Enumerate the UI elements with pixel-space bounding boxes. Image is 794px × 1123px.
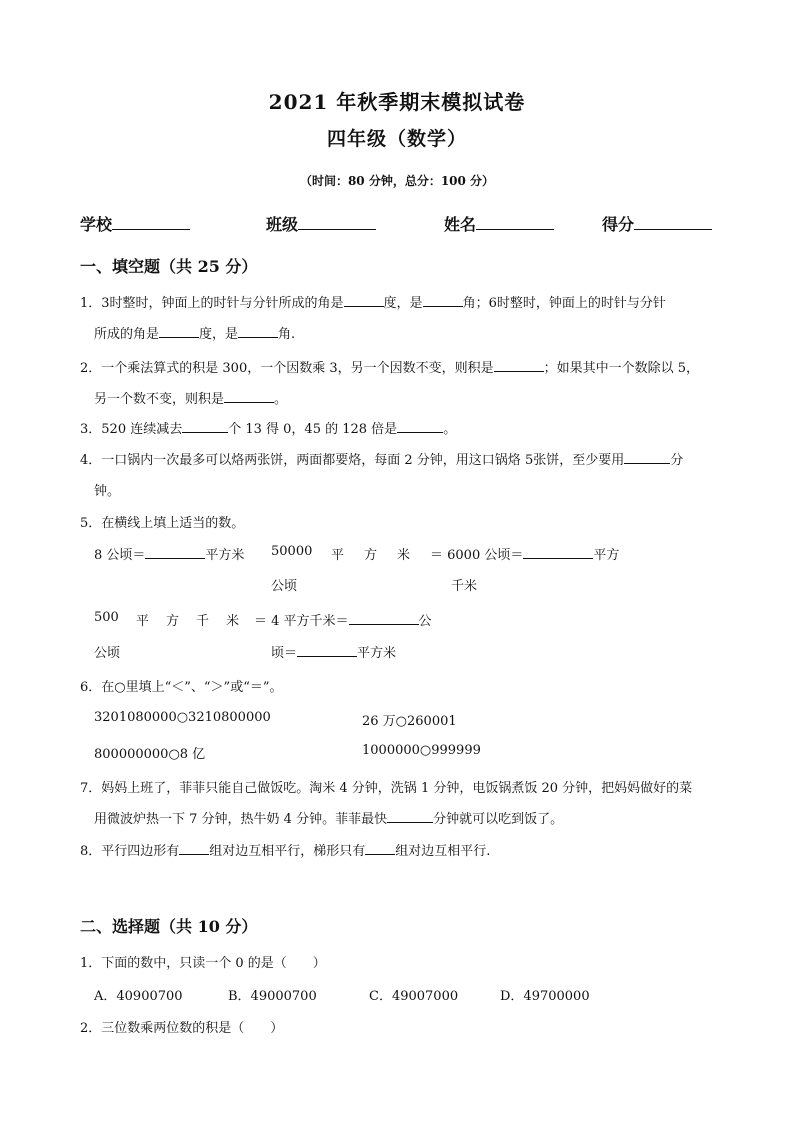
q5-r1g: ＝ 6000 公顷＝ [430,548,524,563]
q3-text-b: 个 13 得 0，45 的 128 倍是 [228,422,398,437]
question-1-line-2 [94,323,295,342]
q2-text-c: 另一个数不变，则积是 [94,392,225,407]
q5-r2a: 公顷 [271,579,298,594]
q1-text-f: 角. [278,327,296,342]
class-blank[interactable] [298,215,376,230]
q5-r3c: 方 [166,614,180,629]
question-5-title: 5．在横线上填上适当的数。 [80,516,245,531]
q5-r3e: 米 [226,614,240,629]
q5-blank-4[interactable] [297,644,357,657]
q5-r1c: 50000 [271,544,313,559]
section-choice-title: 二、选择题（共 10 分） [80,917,258,936]
q5-r1d: 平 [331,548,345,563]
score-field [602,212,712,235]
q1-blank-2[interactable] [423,294,463,307]
class-label: 班级 [266,215,299,234]
question-4-line-2: 钟。 [94,484,121,499]
q5-r4c: 平方米 [357,646,397,661]
q2-blank-1[interactable] [494,359,544,372]
question-6-title: 6．在○里填上“＜”、“＞”或“＝”。 [80,680,283,695]
q2-blank-2[interactable] [224,390,274,403]
score-blank[interactable] [634,215,712,230]
q8-text-a: 8．平行四边形有 [80,844,180,859]
q8-blank-1[interactable] [179,842,209,855]
q4-text-a: 4．一口锅内一次最多可以烙两张饼，两面都要烙，每面 2 分钟，用这口锅烙 5张饼，至少要用 [80,453,625,468]
q7-text-b: 用微波炉热一下 7 分钟，热牛奶 4 分钟。菲菲最快 [94,812,388,827]
q5-r1f: 米 [397,548,411,563]
q1-text-d: 所成的角是 [94,327,160,342]
question-1-line-1 [80,292,666,311]
q1-text-b: 度，是 [383,296,423,311]
q6-compare-c: 800000000○8 亿 [94,747,206,762]
q3-blank-1[interactable] [182,420,228,433]
q5-r2b: 千米 [451,579,478,594]
question-4-line-1 [80,449,683,468]
school-field [80,212,190,235]
q2-text-b: ；如果其中一个数除以 5， [543,361,700,376]
score-label: 得分 [602,215,635,234]
name-label: 姓名 [444,215,477,234]
s2-q1-option-c[interactable]: C．49007000 [369,989,459,1004]
exam-title: 2021 年秋季期末模拟试卷 [268,90,526,114]
q3-text-c: 。 [443,422,457,437]
q4-text-b: 分 [670,453,684,468]
q6-compare-a: 3201080000○3210800000 [94,710,271,725]
class-field [266,212,376,235]
school-label: 学校 [80,215,113,234]
exam-time-note: （时间：80 分钟，总分：100 分） [299,174,495,188]
q5-r1-part-1 [94,544,244,563]
question-7-line-1: 7．妈妈上班了，菲菲只能自己做饭吃。淘米 4 分钟，洗锅 1 分钟，电饭锅煮饭 20 分钟，把妈妈做好的菜 [80,781,693,796]
q8-text-c: 组对边互相平行. [395,844,491,859]
q5-r3-part [254,610,432,629]
q5-blank-2[interactable] [523,546,593,559]
q1-text-e: 度，是 [199,327,239,342]
q5-blank-3[interactable] [349,612,419,625]
q8-blank-2[interactable] [365,842,395,855]
s2-q1-option-a[interactable]: A．40900700 [94,989,183,1004]
q6-compare-b: 26 万○260001 [362,714,457,729]
q4-blank-1[interactable] [624,451,670,464]
s2-question-1: 1．下面的数中，只读一个 0 的是（ ） [80,956,326,971]
question-8 [80,840,490,859]
q5-r1-part-2 [430,544,619,563]
name-field [444,212,554,235]
q7-text-c: 分钟就可以吃到饭了。 [433,812,564,827]
q8-text-b: 组对边互相平行，梯形只有 [209,844,366,859]
q5-r4-part [271,642,396,661]
q5-r1b: 平方米 [205,548,245,563]
q2-text-d: 。 [274,392,288,407]
school-blank[interactable] [112,215,190,230]
q7-blank-1[interactable] [387,810,433,823]
q5-r1a: 8 公顷＝ [94,548,146,563]
q5-r3f: ＝ 4 平方千米＝ [254,614,349,629]
q5-r3g: 公 [418,614,432,629]
question-2-line-1 [80,357,699,376]
section-fill-blank-title: 一、填空题（共 25 分） [80,257,258,276]
s2-question-2: 2．三位数乘两位数的积是（ ） [80,1021,284,1036]
q5-r4b: 顷＝ [271,646,298,661]
q3-blank-2[interactable] [397,420,443,433]
q1-text-c: 角；6时整时，钟面上的时针与分针 [462,296,666,311]
exam-subtitle: 四年级（数学） [326,128,467,150]
q5-r1h: 平方 [593,548,620,563]
q5-r1e: 方 [364,548,378,563]
q2-text-a: 2．一个乘法算式的积是 300，一个因数乘 3，另一个因数不变，则积是 [80,361,494,376]
q5-r3b: 平 [136,614,150,629]
question-3 [80,418,456,437]
s2-q1-option-d[interactable]: D．49700000 [500,989,590,1004]
q5-r4a: 公顷 [94,646,121,661]
q1-blank-3[interactable] [159,325,199,338]
q5-blank-1[interactable] [145,546,205,559]
q5-r3d: 千 [196,614,210,629]
question-2-line-2 [94,388,287,407]
q1-text-a: 1．3时整时，钟面上的时针与分针所成的角是 [80,296,344,311]
q5-r3a: 500 [94,610,119,625]
q3-text-a: 3．520 连续减去 [80,422,183,437]
q6-compare-d: 1000000○999999 [362,743,481,758]
question-7-line-2 [94,808,563,827]
name-blank[interactable] [476,215,554,230]
q1-blank-1[interactable] [344,294,384,307]
s2-q1-option-b[interactable]: B．49000700 [228,989,317,1004]
q1-blank-4[interactable] [238,325,278,338]
